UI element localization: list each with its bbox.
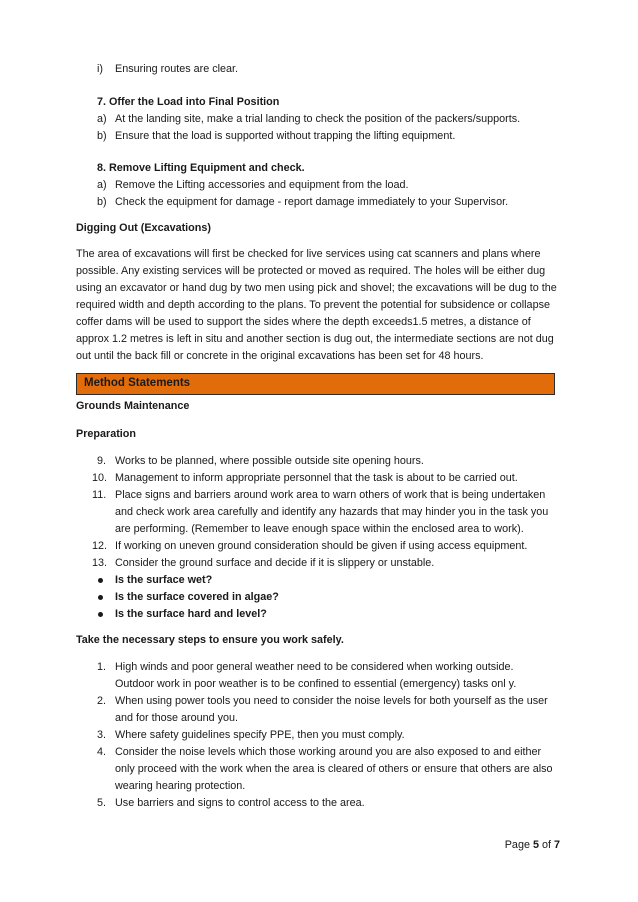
preparation-heading: Preparation (76, 428, 136, 440)
list-marker: 13. (92, 557, 108, 569)
list-item-text: Use barriers and signs to control access to the area. (115, 797, 365, 809)
list-item-text: Ensure that the load is supported without trapping the lifting equipment. (115, 130, 456, 142)
list-item-text: Where safety guidelines specify PPE, then you must comply. (115, 729, 405, 741)
list-marker: 1. (97, 661, 107, 673)
bullet-text: Is the surface wet? (115, 574, 213, 586)
list-item-text: Outdoor work in poor weather is to be confined to essential (emergency) tasks onl y. (115, 678, 517, 690)
list-marker: 12. (92, 540, 108, 552)
safety-heading: Take the necessary steps to ensure you work safely. (76, 634, 344, 646)
step-7-heading: 7. Offer the Load into Final Position (97, 96, 280, 108)
list-marker: 5. (97, 797, 107, 809)
list-item-text: Check the equipment for damage - report damage immediately to your Supervisor. (115, 196, 509, 208)
list-item-text: Consider the noise levels which those working around you are also exposed to and either (115, 746, 542, 758)
page-total: 7 (553, 839, 560, 851)
list-item-text: and for those around you. (115, 712, 239, 724)
banner-title: Method Statements (84, 377, 191, 389)
list-marker: b) (97, 130, 107, 142)
list-marker: 10. (92, 472, 108, 484)
list-item-text: Ensuring routes are clear. (115, 63, 239, 75)
digging-heading: Digging Out (Excavations) (76, 222, 211, 234)
list-item-text: If working on uneven ground consideration should be given if using access equipment. (115, 540, 528, 552)
method-statements-banner (76, 373, 555, 395)
list-item-text: Place signs and barriers around work area to warn others of work that is being undertaken (115, 489, 546, 501)
list-marker: a) (97, 113, 107, 125)
paragraph-line: The area of excavations will first be checked for live services using cat scanners and plans where (76, 248, 541, 260)
list-item-text: Works to be planned, where possible outside site opening hours. (115, 455, 424, 467)
list-marker: 11. (92, 489, 107, 501)
list-item-text: only proceed with the work when the area is cleared of others or ensure that others are also (115, 763, 553, 775)
list-marker: b) (97, 196, 107, 208)
step-8-heading: 8. Remove Lifting Equipment and check. (97, 162, 305, 174)
list-marker: 4. (97, 746, 107, 758)
paragraph-line: possible. Any existing services will be protected or moved as required. The holes will be either dug (76, 265, 546, 277)
list-marker: a) (97, 179, 107, 191)
list-item-text: and check work area carefully and identify any hazards that may hinder you in the task you (115, 506, 549, 518)
list-marker: 3. (97, 729, 107, 741)
bullet-icon (98, 595, 103, 600)
list-marker: 2. (97, 695, 107, 707)
list-item-text: are performing. (Remember to leave enough space within the enclosed area to work). (115, 523, 524, 535)
paragraph-line: required width and depth according to the plans. To prevent the potential for subsidence or collapse (76, 299, 550, 311)
page-number (505, 838, 560, 852)
page-current: 5 (532, 839, 539, 851)
list-item-text: Remove the Lifting accessories and equipment from the load. (115, 179, 409, 191)
list-item-text: Consider the ground surface and decide if it is slippery or unstable. (115, 557, 435, 569)
list-item-text: When using power tools you need to consider the noise levels for both yourself as the user (115, 695, 548, 707)
page-of: of (538, 839, 554, 851)
paragraph-line: approx 1.2 metres is left in situ and another section is dug out, the intermediate sections are not dug (76, 333, 554, 345)
list-marker: 9. (97, 455, 107, 467)
list-item-text: Management to inform appropriate personnel that the task is about to be carried out. (115, 472, 518, 484)
bullet-text: Is the surface covered in algae? (115, 591, 279, 603)
paragraph-line: out until the back fill or concrete in the original excavations has been set for 48 hours. (76, 350, 484, 362)
page-prefix: Page (504, 839, 533, 851)
paragraph-line: coffer dams will be used to support the sides where the depth exceeds1.5 metres, a distance of (76, 316, 531, 328)
grounds-heading: Grounds Maintenance (76, 400, 190, 412)
bullet-text: Is the surface hard and level? (115, 608, 267, 620)
list-item-text: At the landing site, make a trial landing to check the position of the packers/supports. (115, 113, 521, 125)
bullet-icon (98, 578, 103, 583)
list-item-text: High winds and poor general weather need to be considered when working outside. (115, 661, 514, 673)
bullet-icon (98, 612, 103, 617)
list-item-text: wearing hearing protection. (115, 780, 246, 792)
list-marker: i) (97, 63, 103, 75)
paragraph-line: using an excavator or hand dug by two men using pick and shovel; the excavations will be dug to the (76, 282, 557, 294)
